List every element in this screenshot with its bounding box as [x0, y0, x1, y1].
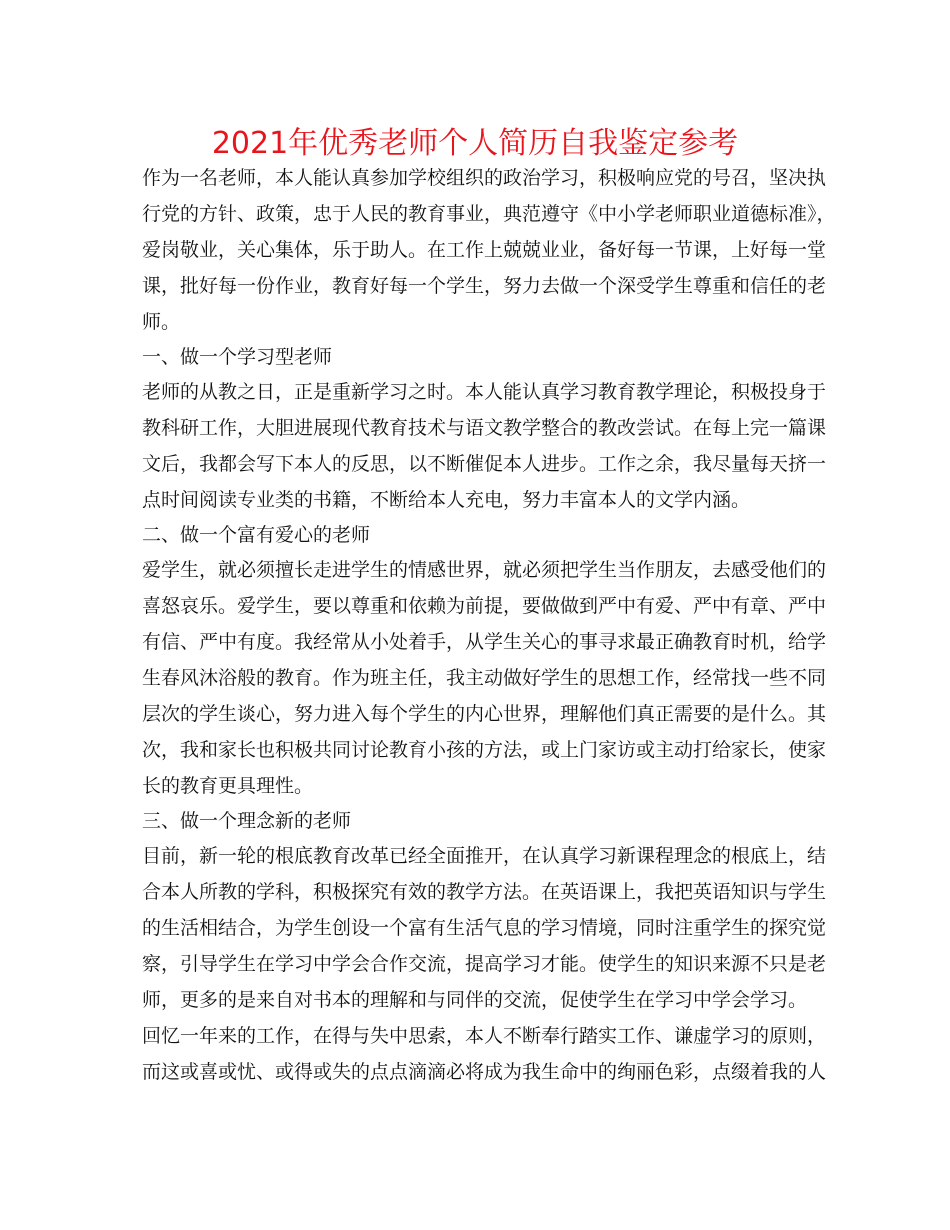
paragraph-line: 点时间阅读专业类的书籍，不断给本人充电，努力丰富本人的文学内涵。: [142, 489, 751, 511]
section-heading: 二、做一个富有爱心的老师: [142, 524, 371, 546]
paragraph-line: 喜怒哀乐。爱学生，要以尊重和依赖为前提，要做做到严中有爱、严中有章、严中: [142, 595, 827, 617]
paragraph-line: 爱岗敬业，关心集体，乐于助人。在工作上兢兢业业，备好每一节课，上好每一堂: [142, 239, 827, 261]
section-heading: 三、做一个理念新的老师: [142, 810, 352, 832]
document-body: [142, 160, 836, 1090]
paragraph-line: 有信、严中有度。我经常从小处着手，从学生关心的事寻求最正确教育时机，给学: [142, 631, 827, 653]
paragraph-line: 长的教育更具理性。: [142, 775, 314, 797]
paragraph-line: 课，批好每一份作业，教育好每一个学生，努力去做一个深受学生尊重和信任的老: [142, 275, 827, 297]
paragraph-line: 次，我和家长也积极共同讨论教育小孩的方法，或上门家访或主动打给家长，使家: [142, 739, 827, 761]
paragraph-line: 作为一名老师，本人能认真参加学校组织的政治学习，积极响应党的号召，坚决执: [142, 167, 827, 189]
paragraph-line: 察，引导学生在学习中学会合作交流，提高学习才能。使学生的知识来源不只是老: [142, 953, 827, 975]
paragraph-line: 而这或喜或忧、或得或失的点点滴滴必将成为我生命中的绚丽色彩，点缀着我的人: [142, 1061, 827, 1083]
paragraph-line: 层次的学生谈心，努力进入每个学生的内心世界，理解他们真正需要的是什么。其: [142, 703, 827, 725]
paragraph-line: 师。: [142, 311, 181, 333]
paragraph-line: 教科研工作，大胆进展现代教育技术与语文教学整合的教改尝试。在每上完一篇课: [142, 417, 827, 439]
paragraph-line: 的生活相结合，为学生创设一个富有生活气息的学习情境，同时注重学生的探究觉: [142, 917, 827, 939]
paragraph-line: 爱学生，就必须擅长走进学生的情感世界，就必须把学生当作朋友，去感受他们的: [142, 559, 827, 581]
paragraph-line: 行党的方针、政策，忠于人民的教育事业，典范遵守《中小学老师职业道德标准》，: [142, 203, 836, 225]
paragraph-line: 老师的从教之日，正是重新学习之时。本人能认真学习教育教学理论，积极投身于: [142, 381, 827, 403]
paragraph-line: 回忆一年来的工作，在得与失中思索，本人不断奉行踏实工作、谦虚学习的原则，: [142, 1025, 827, 1047]
paragraph-line: 合本人所教的学科，积极探究有效的教学方法。在英语课上，我把英语知识与学生: [142, 881, 827, 903]
paragraph-line: 目前，新一轮的根底教育改革已经全面推开，在认真学习新课程理念的根底上，结: [142, 845, 827, 867]
paragraph-line: 师，更多的是来自对书本的理解和与同伴的交流，促使学生在学习中学会学习。: [142, 989, 808, 1011]
paragraph-line: 文后，我都会写下本人的反思，以不断催促本人进步。工作之余，我尽量每天挤一: [142, 453, 827, 475]
section-heading: 一、做一个学习型老师: [142, 346, 333, 368]
paragraph-line: 生春风沐浴般的教育。作为班主任，我主动做好学生的思想工作，经常找一些不同: [142, 667, 827, 689]
document-title: 2021年优秀老师个人简历自我鉴定参考: [211, 126, 739, 161]
